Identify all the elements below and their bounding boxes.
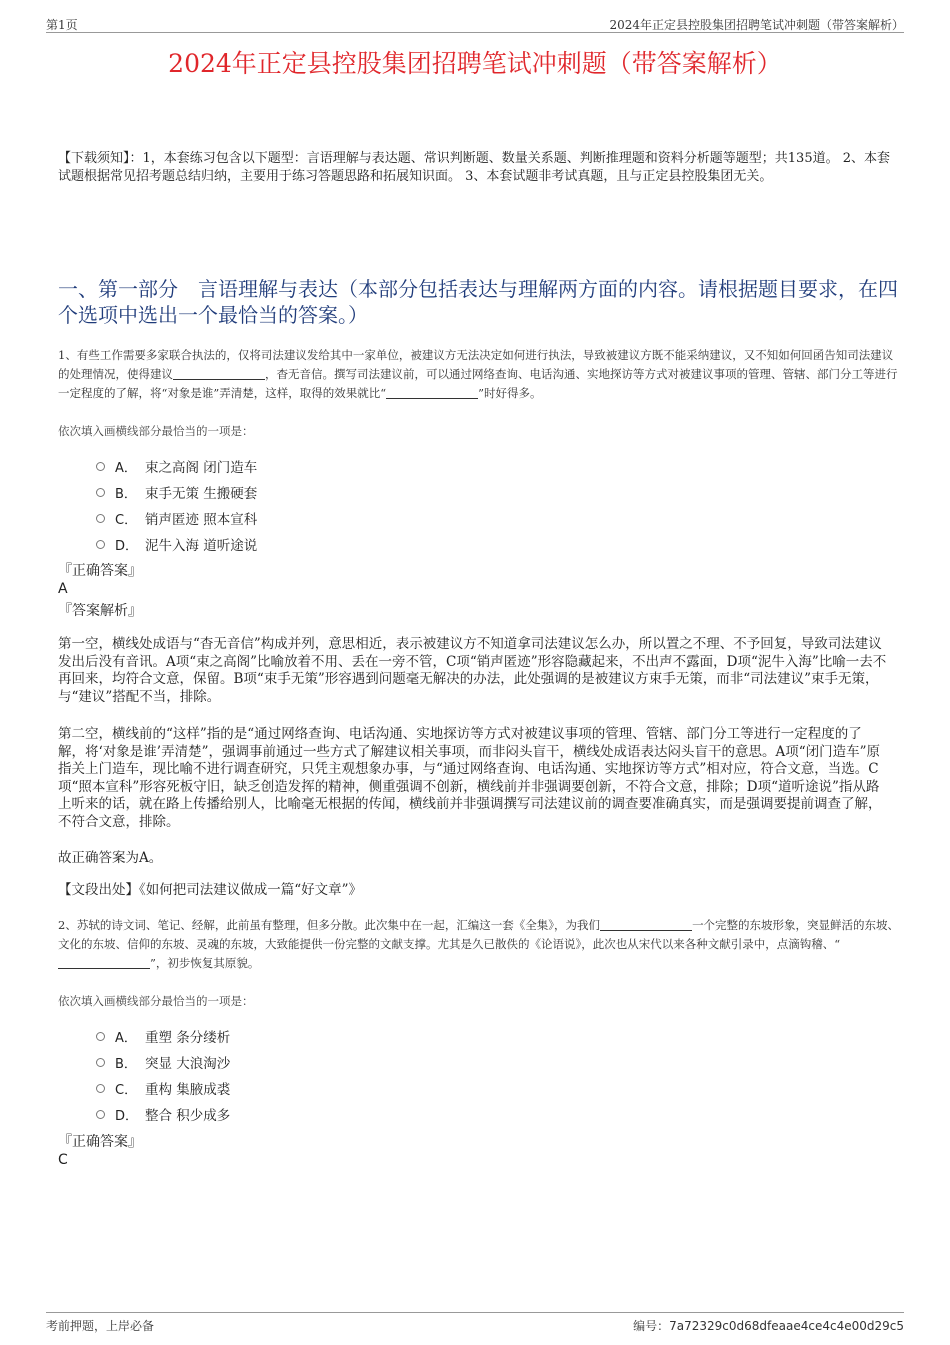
download-notice: 【下载须知】：1，本套练习包含以下题型：言语理解与表达题、常识判断题、数量关系题、判断推理题和资料分析题等题型；共135道。 2、本套试题根据常见招考题总结归纳，主要用于练习答题思路和拓展知识面。 3、本套试题非考试真题，且与正定县控股集团无关。 <box>58 151 890 184</box>
radio-icon[interactable] <box>96 1058 105 1067</box>
q2-option-b[interactable]: B． 突显 大浪淘沙 <box>96 1049 230 1075</box>
q2-options <box>96 1023 230 1127</box>
radio-icon[interactable] <box>96 488 105 497</box>
radio-icon[interactable] <box>96 540 105 549</box>
q1-source: 【文段出处】《如何把司法建议做成一篇“好文章”》 <box>58 882 363 898</box>
footer-code: 编号：7a72329c0d68dfeaae4ce4c4e00d29c5 <box>633 1319 904 1333</box>
q2-blank-1 <box>600 918 692 931</box>
q1-blank-2 <box>386 386 478 399</box>
q1-option-d[interactable]: D． 泥牛入海 道听途说 <box>96 531 257 557</box>
q2-answer: C <box>58 1152 68 1168</box>
q1-blank-1 <box>173 367 265 380</box>
q1-option-c[interactable]: C． 销声匿迹 照本宣科 <box>96 505 257 531</box>
page-header <box>46 12 904 33</box>
q1-option-b[interactable]: B． 束手无策 生搬硬套 <box>96 479 257 505</box>
question-2-text <box>58 916 900 973</box>
q1-analysis-paragraph-2: 第二空，横线前的“这样”指的是“通过网络查询、电话沟通、实地探访等方式对被建议事项的管理、管辖、部门分工等进行一定程度的了解，将‘对象是谁’弄清楚”，强调事前通过一些方式了解建议相关事项，而非闷头盲干，横线处成语表达闷头盲干的意思。A项“闭门造车”原指关上门造车，现比喻不进行调查研究，只凭主观想象办事，与“通过网络查询、电话沟通、实地探访等方式”相对应，符合文意，当选。C项“照本宣科”形容死板守旧，缺乏创造发挥的精神，侧重强调不创新，横线前并非强调要创新，不符合文意，排除；D项“道听途说”指从路上听来的话，就在路上传播给别人，比喻毫无根据的传闻，横线前并非强调撰写司法建议前的调查要准确真实，而是强调要提前调查了解，不符合文意，排除。 <box>58 726 882 830</box>
q1-answer: A <box>58 581 68 597</box>
q1-options <box>96 453 257 557</box>
q1-analysis-label: 『答案解析』 <box>58 603 142 619</box>
header-doc-title: 2024年正定县控股集团招聘笔试冲刺题（带答案解析） <box>609 18 904 32</box>
q1-text-part-a: 1、有些工作需要多家联合执法的，仅将司法建议发给其中一家单位，被建议方无法决定如何进行执法，导致被建议方既不能采纳建议，又不知如何回函告知司法建议的处理情况，使得建议 <box>58 348 894 381</box>
q1-answer-label: 『正确答案』 <box>58 563 142 579</box>
q2-text-part-b: 一个完整的东坡形象，突显鲜活的东坡、文化的东坡、信仰的东坡、灵魂的东坡，大致能提供一份完整的文献支撑。尤其是久已散佚的《论语说》，此次也从宋代以来各种文献引录中，点滴钩稽、“ <box>58 918 900 951</box>
radio-icon[interactable] <box>96 462 105 471</box>
q1-analysis-paragraph-1: 第一空，横线处成语与“杳无音信”构成并列，意思相近，表示被建议方不知道拿司法建议怎么办，所以置之不理、不予回复，导致司法建议发出后没有音讯。A项“束之高阁”比喻放着不用、丢在一旁不管，C项“销声匿迹”形容隐藏起来，不出声不露面，D项“泥牛入海”比喻一去不再回来，均符合文意，保留。B项“束手无策”形容遇到问题毫无解决的办法，此处强调的是被建议方束手无策，而非“司法建议”束手无策，与“建议”搭配不当，排除。 <box>58 636 887 705</box>
q2-answer-label: 『正确答案』 <box>58 1134 142 1150</box>
q2-text-part-c: ”，初步恢复其原貌。 <box>150 956 260 970</box>
q1-option-a[interactable]: A． 束之高阁 闭门造车 <box>96 453 257 479</box>
radio-icon[interactable] <box>96 514 105 523</box>
radio-icon[interactable] <box>96 1084 105 1093</box>
q2-option-c[interactable]: C． 重构 集腋成裘 <box>96 1075 230 1101</box>
q1-prompt: 依次填入画横线部分最恰当的一项是： <box>58 424 254 438</box>
footer-slogan: 考前押题，上岸必备 <box>46 1319 155 1333</box>
page-number: 第1页 <box>46 18 78 32</box>
q2-option-a[interactable]: A． 重塑 条分缕析 <box>96 1023 230 1049</box>
q2-text-part-a: 2、苏轼的诗文词、笔记、经解，此前虽有整理，但多分散。此次集中在一起，汇编这一套《全集》，为我们 <box>58 918 601 932</box>
radio-icon[interactable] <box>96 1110 105 1119</box>
q1-text-part-c: ”时好得多。 <box>478 386 542 400</box>
q2-prompt: 依次填入画横线部分最恰当的一项是： <box>58 994 254 1008</box>
q1-text-part-b: ，杳无音信。撰写司法建议前，可以通过网络查询、电话沟通、实地探访等方式对被建议事项的管理、管辖、部门分工等进行一定程度的了解，将“对象是谁”弄清楚，这样，取得的效果就比“ <box>58 367 898 400</box>
page-footer <box>46 1312 904 1333</box>
document-title: 2024年正定县控股集团招聘笔试冲刺题（带答案解析） <box>168 49 782 78</box>
radio-icon[interactable] <box>96 1032 105 1041</box>
q1-conclusion: 故正确答案为A。 <box>58 850 163 866</box>
q2-option-d[interactable]: D． 整合 积少成多 <box>96 1101 230 1127</box>
q2-blank-2 <box>58 956 150 969</box>
section-heading: 一、第一部分 言语理解与表达（本部分包括表达与理解两方面的内容。请根据题目要求，在四个选项中选出一个最恰当的答案。） <box>58 277 898 327</box>
question-1-text <box>58 346 900 403</box>
